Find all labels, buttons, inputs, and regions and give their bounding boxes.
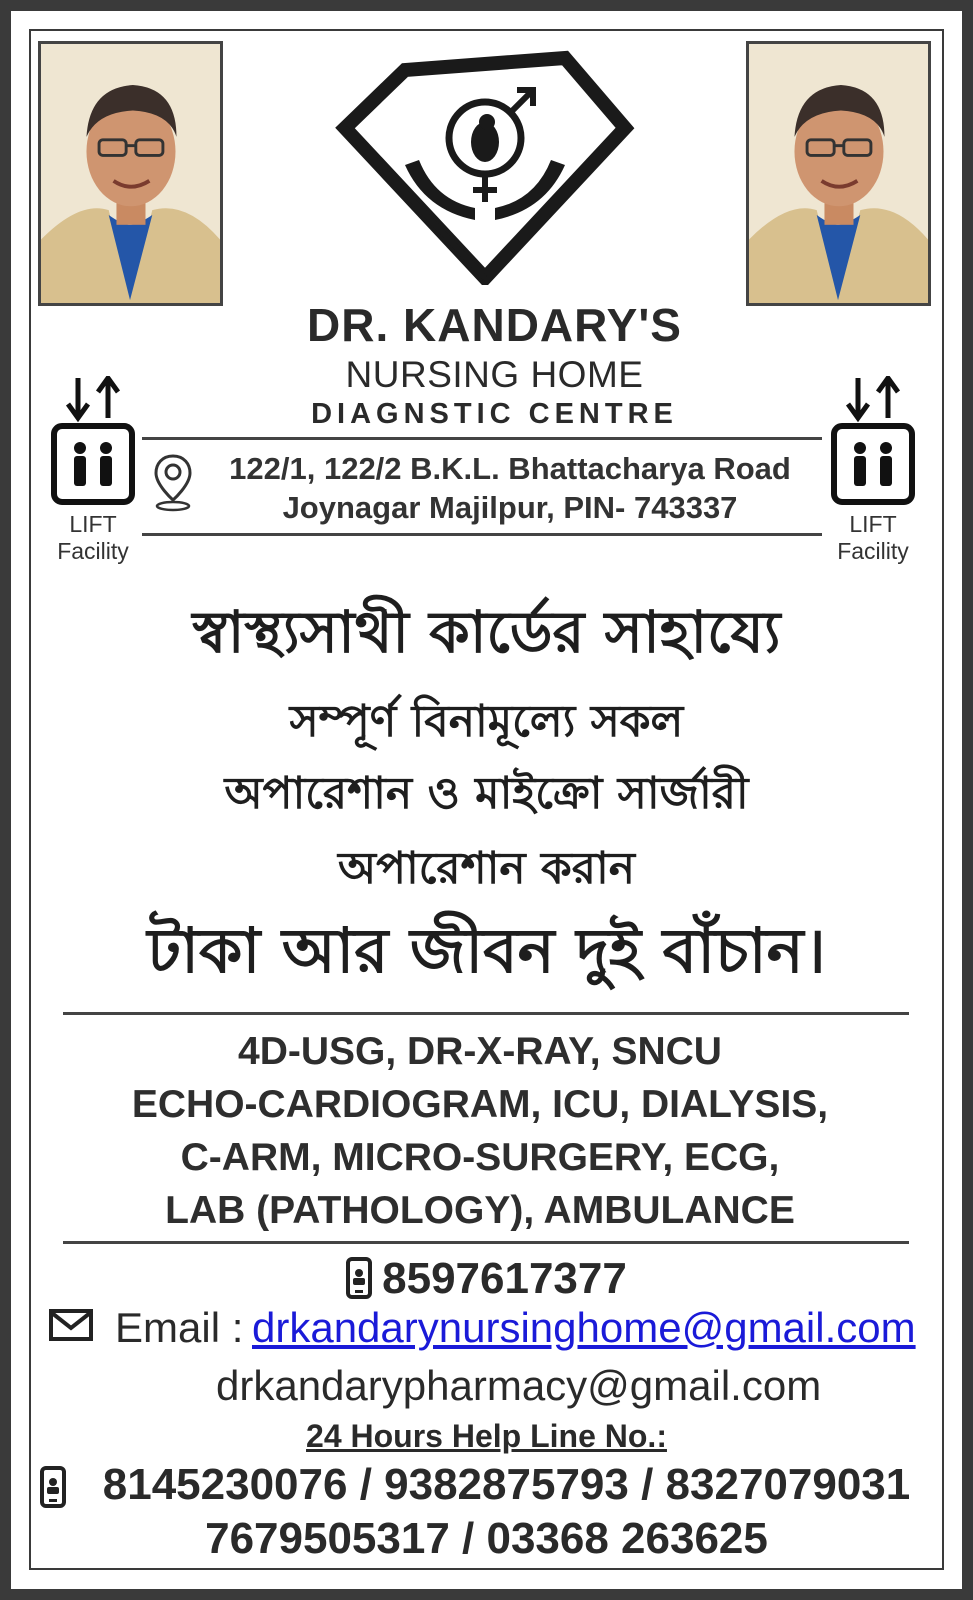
nursing-home-subtitle: NURSING HOME <box>345 354 644 395</box>
lift-facility-left <box>45 376 141 565</box>
address-divider-bottom <box>142 533 822 536</box>
services-line-1: 4D-USG, DR-X-RAY, SNCU <box>238 1030 722 1073</box>
email-label: Email : <box>115 1304 244 1351</box>
main-phone-number: 8597617377 <box>382 1254 627 1303</box>
address-line-1: 122/1, 122/2 B.K.L. Bhattacharya Road <box>229 451 791 486</box>
page-title: DR. KANDARY'S <box>307 299 682 351</box>
lift-label-line2: Facility <box>837 538 909 564</box>
main-phone[interactable] <box>0 1254 973 1310</box>
helpline-numbers-2[interactable]: 7679505317 / 03368 263625 <box>205 1514 768 1563</box>
address-divider-top <box>142 437 822 440</box>
services-line-2: ECHO-CARDIOGRAM, ICU, DIALYSIS, <box>131 1083 829 1126</box>
bengali-line-4: অপারেশান করান <box>338 843 635 894</box>
lift-label-line1: LIFT <box>849 511 897 537</box>
doctor-photo-left <box>38 41 223 306</box>
lift-icon <box>48 376 138 511</box>
bengali-slogan: টাকা আর জীবন দুই বাঁচান। <box>147 914 826 987</box>
helpline-numbers-1[interactable]: 8145230076 / 9382875793 / 8327079031 <box>102 1460 911 1509</box>
lift-icon <box>828 376 918 511</box>
services-divider-bottom <box>63 1241 909 1244</box>
doctor-photo-right <box>746 41 931 306</box>
lift-facility-right <box>825 376 921 565</box>
nursing-home-logo <box>335 50 635 285</box>
email-secondary[interactable]: drkandarypharmacy@gmail.com <box>216 1362 822 1409</box>
location-pin-icon <box>152 452 194 519</box>
lift-label-line1: LIFT <box>69 511 117 537</box>
mail-icon <box>48 1308 94 1347</box>
lift-label-line2: Facility <box>57 538 129 564</box>
bengali-line-3: অপারেশান ও মাইক্রো সার্জারী <box>224 768 749 819</box>
bengali-line-2: সম্পূর্ণ বিনামূল্যে সকল <box>289 696 684 747</box>
address-line-2: Joynagar Majilpur, PIN- 743337 <box>282 490 738 525</box>
helpline-label: 24 Hours Help Line No.: <box>306 1418 667 1454</box>
mobile-phone-icon <box>346 1257 372 1310</box>
services-line-4: LAB (PATHOLOGY), AMBULANCE <box>165 1189 795 1232</box>
email-primary-link[interactable]: drkandarynursinghome@gmail.com <box>252 1304 916 1351</box>
services-line-3: C-ARM, MICRO-SURGERY, ECG, <box>180 1136 780 1179</box>
diagnostic-centre-subtitle: DIAGNSTIC CENTRE <box>311 398 678 430</box>
bengali-headline: স্বাস্থ্যসাথী কার্ডের সাহায্যে <box>192 598 781 666</box>
services-divider-top <box>63 1012 909 1015</box>
